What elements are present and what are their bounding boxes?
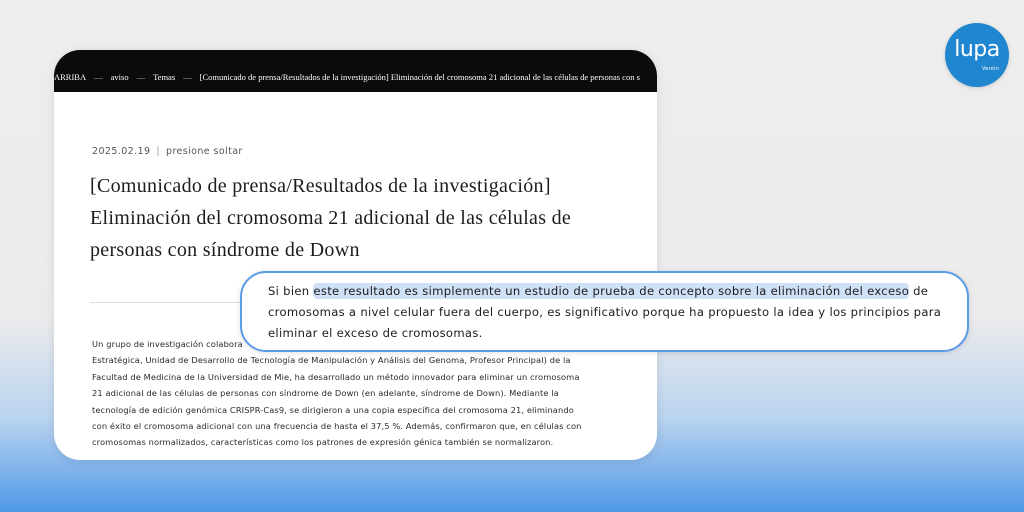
breadcrumb [54,72,640,82]
breadcrumb-home[interactable]: ARRIBA [54,72,87,82]
breadcrumb-separator: — [94,72,103,82]
body-line: 21 adicional de las células de personas con síndrome de Down (en adelante, síndrome de Down). Mediante la [92,388,559,399]
article-title-line: personas con síndrome de Down [90,239,360,261]
body-line: Facultad de Medicina de la Universidad de Mie, ha desarrollado un método innovador para eliminar un cromosoma [92,371,580,382]
quote-callout [240,271,969,352]
quote-text-plain: Si bien [268,284,314,298]
breadcrumb-separator: — [136,72,146,82]
lupa-logo [945,23,1009,87]
quote-line: cromosomas a nivel celular fuera del cuerpo, es significativo porque ha propuesto la idea y los principios para [268,305,942,319]
quote-highlight: este resultado es simplemente un estudio de prueba de concepto sobre la eliminación del exceso [313,284,910,298]
body-line: con éxito el cromosoma adicional con una frecuencia de hasta el 37,5 %. Además, confirmaron que, en células con [92,421,582,432]
article-title-line: [Comunicado de prensa/Resultados de la investigación] [90,175,551,197]
article-date: 2025.02.19 [92,146,151,157]
logo-subtext: Verein [982,66,999,72]
breadcrumb-current: [Comunicado de prensa/Resultados de la investigación] Eliminación del cromosoma 21 adicional de las células de personas con s [199,72,640,82]
body-line: Un grupo de investigación colabora [92,339,243,349]
quote-line: eliminar el exceso de cromosomas. [268,326,483,340]
article-body [92,336,642,451]
body-line: Estratégica, Unidad de Desarrollo de Tecnología de Manipulación y Análisis del Genoma, Profesor Principal) de la [92,355,571,366]
article-category[interactable]: presione soltar [166,146,243,157]
article-title-line: Eliminación del cromosoma 21 adicional de las células de [90,207,572,229]
body-line: cromosomas normalizados, características como los patrones de expresión génica también se normalizaron. [92,437,554,448]
breadcrumb-separator: — [183,72,192,82]
breadcrumb-aviso[interactable]: aviso [110,72,129,82]
quote-line [268,281,958,302]
quote-text-plain: de [909,284,929,298]
article-meta [92,146,243,157]
article-title [90,170,635,266]
article-screenshot-card [54,50,657,460]
breadcrumb-temas[interactable]: Temas [153,72,176,82]
quote-text [268,281,958,344]
breadcrumb-bar [54,50,657,92]
meta-separator: | [156,146,161,157]
body-line: tecnología de edición genómica CRISPR-Cas9, se dirigieron a una copia específica del cromosoma 21, eliminando [92,404,574,415]
logo-wordmark: lupa [954,37,1000,62]
